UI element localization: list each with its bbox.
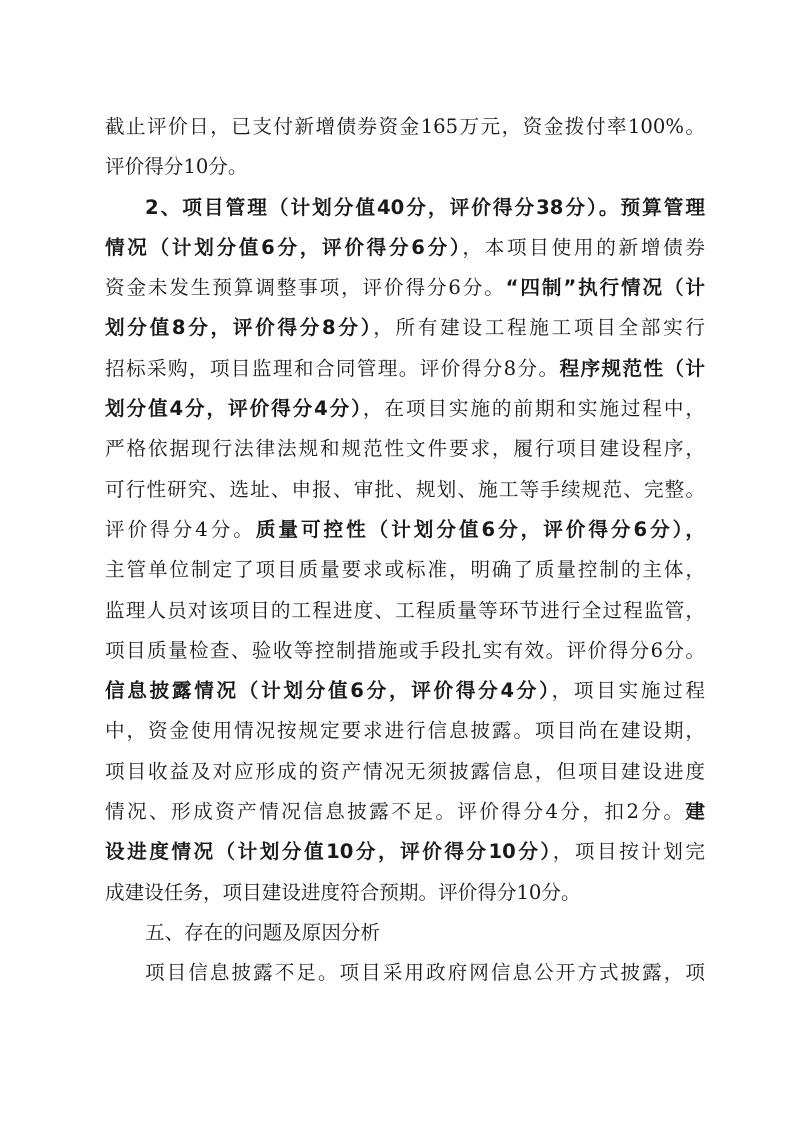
text-line: 成建设任务，项目建设进度符合预期。评价得分10分。	[105, 880, 581, 904]
text-line: 可行性研究、选址、申报、审批、规划、施工等手续规范、完整。	[105, 477, 705, 501]
text-line: 中，资金使用情况按规定要求进行信息披露。项目尚在建设期，	[105, 719, 705, 743]
text-line: 划分值8分，评价得分8分），所有建设工程施工项目全部实行	[105, 316, 706, 340]
text-line: 项目收益及对应形成的资产情况无须披露信息，但项目建设进度	[105, 759, 705, 783]
text-line: 主管单位制定了项目质量要求或标准，明确了质量控制的主体，	[105, 558, 705, 582]
text-line: 设进度情况（计划分值10分，评价得分10分），项目按计划完	[105, 840, 706, 864]
text-line: 评价得分10分。	[105, 155, 248, 179]
section-heading-problems: 五、存在的问题及原因分析	[145, 920, 381, 944]
text-line: 截止评价日，已支付新增债券资金165万元，资金拨付率100%。	[105, 115, 705, 138]
text-line: 信息披露情况（计划分值6分，评价得分4分），项目实施过程	[105, 679, 706, 703]
text-line: 评价得分4分。质量可控性（计划分值6分，评价得分6分），	[105, 517, 705, 541]
text-line: 招标采购，项目监理和合同管理。评价得分8分。程序规范性（计	[105, 356, 706, 380]
text-line: 资金未发生预算调整事项，评价得分6分。“四制”执行情况（计	[105, 276, 705, 300]
text-line: 严格依据现行法律法规和规范性文件要求，履行项目建设程序，	[105, 437, 705, 461]
body-text	[105, 107, 705, 994]
text-line: 项目质量检查、验收等控制措施或手段扎实有效。评价得分6分。	[105, 638, 705, 662]
text-line: 监理人员对该项目的工程进度、工程质量等环节进行全过程监管，	[105, 598, 705, 622]
text-line: 划分值4分，评价得分4分），在项目实施的前期和实施过程中，	[105, 397, 706, 421]
section-heading-project-management: 2、项目管理（计划分值40分，评价得分38分）。预算管理	[145, 195, 705, 219]
text-line: 情况、形成资产情况信息披露不足。评价得分4分，扣2分。建	[105, 800, 705, 824]
text-line: 情况（计划分值6分，评价得分6分），本项目使用的新增债券	[105, 235, 706, 259]
text-line: 项目信息披露不足。项目采用政府网信息公开方式披露，项	[145, 961, 705, 985]
